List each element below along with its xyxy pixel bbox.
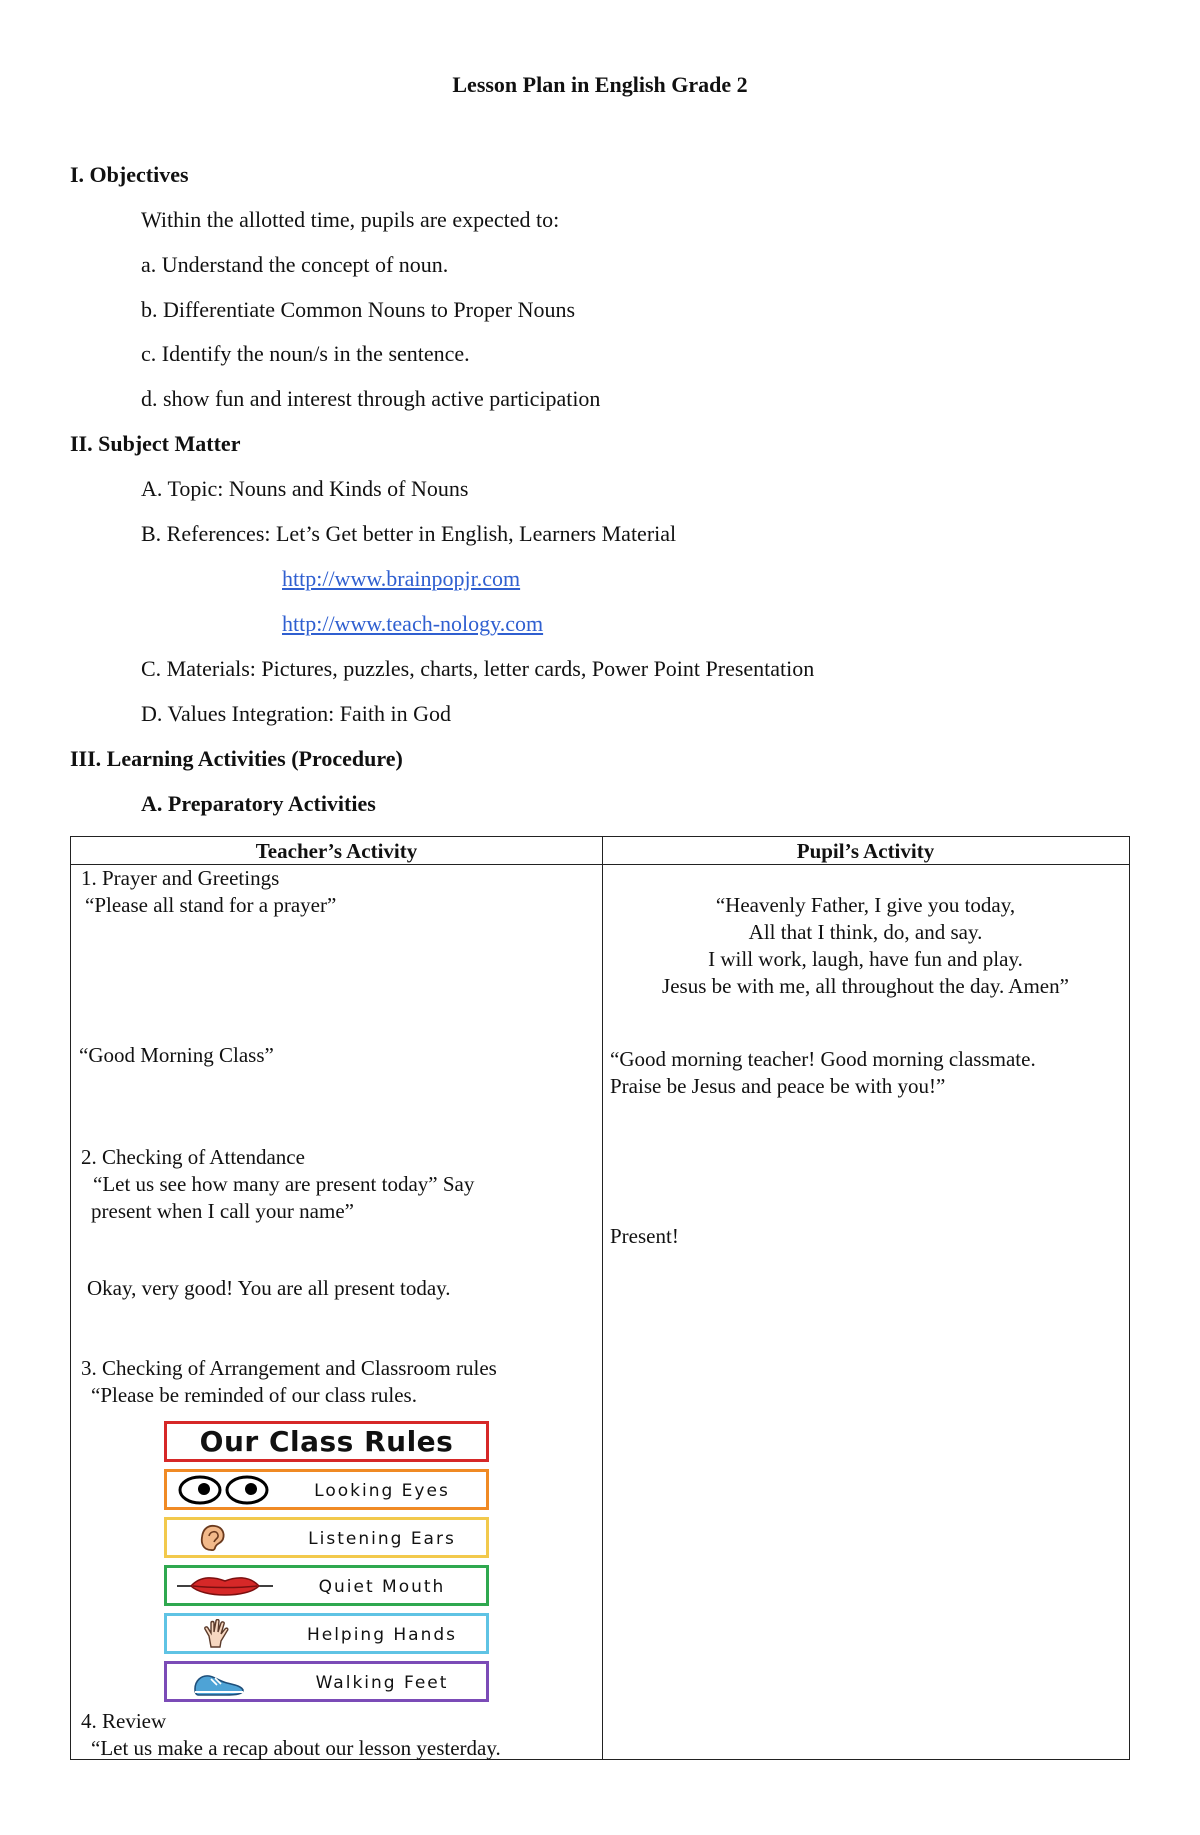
lips-icon	[175, 1571, 275, 1601]
objective-item: b. Differentiate Common Nouns to Proper Nouns	[141, 297, 576, 322]
eyes-icon	[175, 1475, 275, 1505]
ear-icon	[175, 1523, 275, 1553]
objective-item: c. Identify the noun/s in the sentence.	[141, 341, 470, 366]
pupil-prayer-line: “Heavenly Father, I give you today,	[715, 893, 1016, 917]
subject-materials: C. Materials: Pictures, puzzles, charts, letter cards, Power Point Presentation	[141, 656, 815, 681]
reference-link-teach-nology[interactable]: http://www.teach-nology.com	[282, 611, 544, 636]
pupil-greeting-line: Praise be Jesus and peace be with you!”	[610, 1074, 946, 1098]
rule-walking-feet	[164, 1661, 489, 1702]
teacher-review-line: “Let us make a recap about our lesson yesterday.	[91, 1736, 501, 1760]
rule-label: Helping Hands	[306, 1625, 458, 1645]
rule-listening-ears	[164, 1517, 489, 1558]
rule-label: Listening Ears	[308, 1529, 456, 1549]
shoe-icon	[175, 1667, 275, 1697]
teacher-prayer-title: 1. Prayer and Greetings	[81, 866, 280, 890]
teacher-attendance-title: 2. Checking of Attendance	[81, 1145, 305, 1169]
subject-topic: A. Topic: Nouns and Kinds of Nouns	[141, 476, 469, 501]
activities-subheading: A. Preparatory Activities	[141, 791, 376, 816]
rule-label: Walking Feet	[315, 1673, 449, 1693]
rule-looking-eyes	[164, 1469, 489, 1510]
subject-matter-heading: II. Subject Matter	[70, 431, 241, 456]
subject-values: D. Values Integration: Faith in God	[141, 701, 451, 726]
table-header-teacher: Teacher’s Activity	[255, 839, 418, 863]
hand-icon	[175, 1619, 275, 1649]
objectives-heading: I. Objectives	[70, 162, 189, 187]
pupil-present: Present!	[610, 1224, 679, 1248]
class-rules-title: Our Class Rules	[164, 1421, 489, 1462]
rule-quiet-mouth	[164, 1565, 489, 1606]
subject-references: B. References: Let’s Get better in English, Learners Material	[141, 521, 677, 546]
rule-helping-hands	[164, 1613, 489, 1654]
teacher-attendance-line: present when I call your name”	[91, 1199, 354, 1223]
pupil-prayer-line: I will work, laugh, have fun and play.	[708, 947, 1023, 971]
objective-item: a. Understand the concept of noun.	[141, 252, 449, 277]
teacher-greeting: “Good Morning Class”	[79, 1043, 274, 1067]
activities-heading: III. Learning Activities (Procedure)	[70, 746, 403, 771]
rule-label: Looking Eyes	[314, 1481, 450, 1501]
activities-table	[70, 836, 1130, 1760]
teacher-review-title: 4. Review	[81, 1709, 167, 1733]
teacher-prayer-line: “Please all stand for a prayer”	[85, 893, 337, 917]
teacher-attendance-ok: Okay, very good! You are all present today.	[87, 1276, 451, 1300]
pupil-prayer-line: All that I think, do, and say.	[748, 920, 983, 944]
pupil-prayer-line: Jesus be with me, all throughout the day. Amen”	[662, 974, 1069, 998]
teacher-rules-title: 3. Checking of Arrangement and Classroom rules	[81, 1356, 497, 1380]
class-rules-poster	[164, 1421, 489, 1709]
objectives-intro: Within the allotted time, pupils are expected to:	[141, 207, 560, 232]
objective-item: d. show fun and interest through active participation	[141, 386, 601, 411]
table-header-pupil: Pupil’s Activity	[796, 839, 935, 863]
teacher-rules-line: “Please be reminded of our class rules.	[91, 1383, 417, 1407]
rule-label: Quiet Mouth	[318, 1577, 446, 1597]
reference-link-brainpopjr[interactable]: http://www.brainpopjr.com	[282, 566, 521, 591]
document-title: Lesson Plan in English Grade 2	[452, 72, 748, 97]
teacher-attendance-line: “Let us see how many are present today” Say	[93, 1172, 475, 1196]
pupil-greeting-line: “Good morning teacher! Good morning classmate.	[610, 1047, 1036, 1071]
